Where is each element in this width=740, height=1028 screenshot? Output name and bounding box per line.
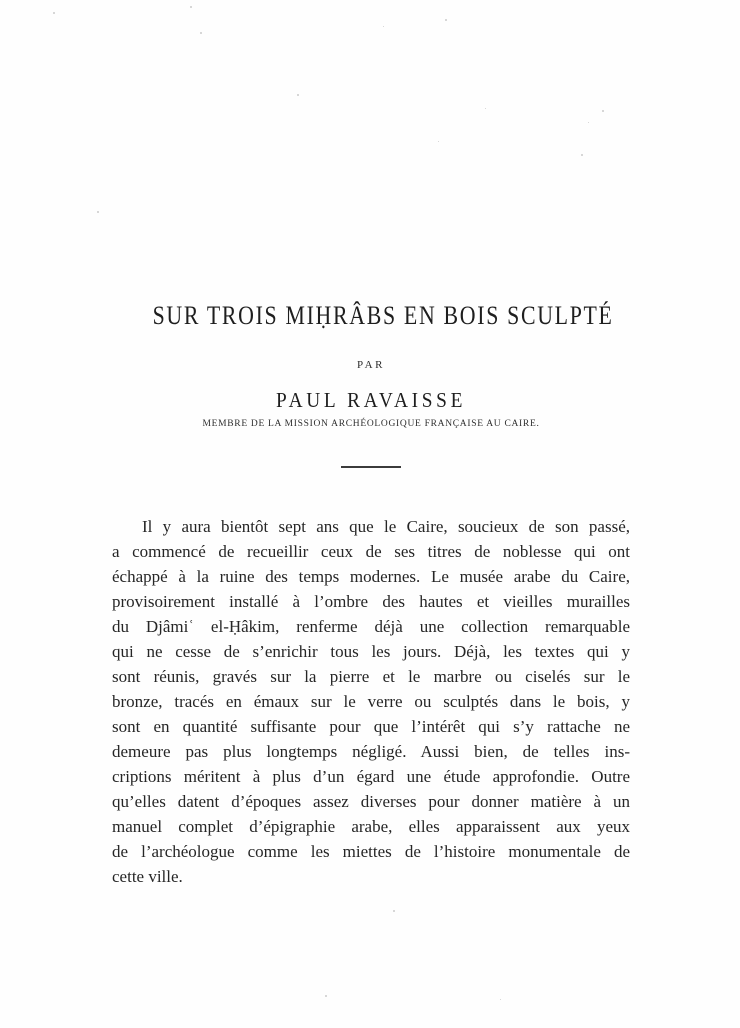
body-line: échappé à la ruine des temps modernes. Le musée arabe du Caire, <box>112 567 630 586</box>
body-line: du Djâmiʿ el-Ḥâkim, renferme déjà une collection remarquable <box>112 617 630 636</box>
body-line: a commencé de recueillir ceux de ses titres de noblesse qui ont <box>112 542 630 561</box>
scan-speck <box>297 94 299 96</box>
scan-speck <box>325 995 327 997</box>
body-line: sont réunis, gravés sur la pierre et le marbre ou ciselés sur le <box>112 667 630 686</box>
author-name: PAUL RAVAISSE <box>275 388 467 412</box>
body-line: manuel complet d’épigraphie arabe, elles apparaissent aux yeux <box>112 817 630 836</box>
body-line: sont en quantité suffisante pour que l’intérêt qui s’y rattache ne <box>112 717 630 736</box>
author-affiliation: MEMBRE DE LA MISSION ARCHÉOLOGIQUE FRANÇAISE AU CAIRE. <box>202 419 540 429</box>
scan-speck <box>200 32 202 34</box>
article-title: SUR TROIS MIḤRÂBS EN BOIS SCULPTÉ <box>152 301 614 330</box>
body-line: criptions méritent à plus d’un égard une étude approfondie. Outre <box>112 767 630 786</box>
body-line: provisoirement installé à l’ombre des hautes et vieilles murailles <box>112 592 630 611</box>
body-line: qui ne cesse de s’enrichir tous les jours. Déjà, les textes qui y <box>112 642 630 661</box>
scan-speck <box>97 211 99 213</box>
body-line: qu’elles datent d’époques assez diverses pour donner matière à un <box>112 792 630 811</box>
byline-prefix: PAR <box>357 359 385 371</box>
body-line: de l’archéologue comme les miettes de l’histoire monumentale de <box>112 842 630 861</box>
body-line: demeure pas plus longtemps négligé. Aussi bien, de telles ins- <box>112 742 630 761</box>
article-body <box>112 514 630 889</box>
scan-speck <box>581 154 583 156</box>
scan-speck <box>383 26 384 27</box>
scan-speck <box>393 910 395 912</box>
separator-rule <box>341 466 401 468</box>
scan-speck <box>602 110 604 112</box>
body-line: bronze, tracés en émaux sur le verre ou sculptés dans le bois, y <box>112 692 630 711</box>
article-content <box>111 0 631 1028</box>
scan-speck <box>445 19 447 21</box>
scan-speck <box>588 122 589 123</box>
body-line: cette ville. <box>112 867 183 886</box>
scan-speck <box>190 6 192 8</box>
body-line: Il y aura bientôt sept ans que le Caire, soucieux de son passé, <box>142 517 630 536</box>
scan-speck <box>500 999 501 1000</box>
scan-speck <box>438 141 439 142</box>
scan-speck <box>485 108 486 109</box>
scan-speck <box>53 12 55 14</box>
